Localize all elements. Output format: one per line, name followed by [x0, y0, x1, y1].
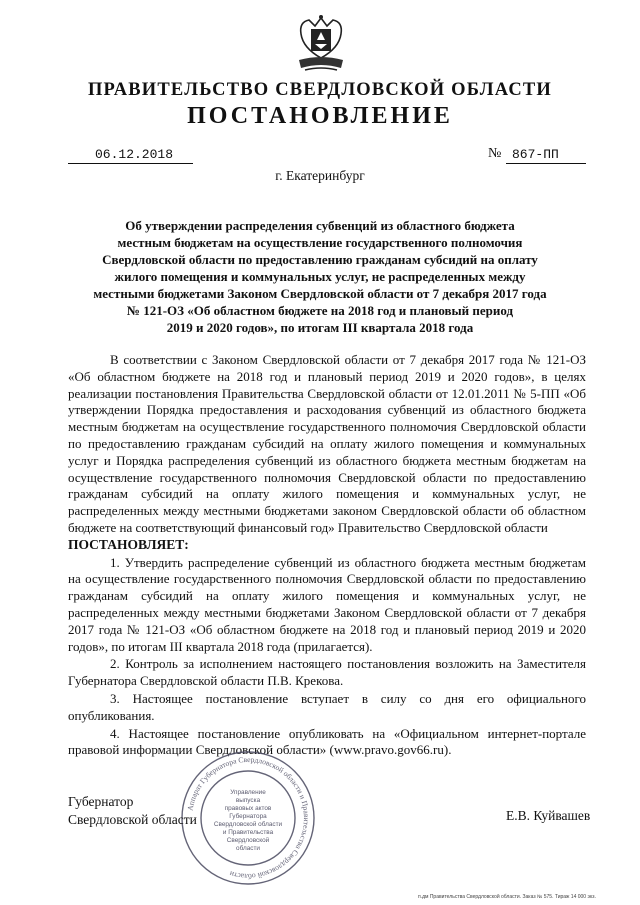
svg-text:Свердловской: Свердловской	[226, 837, 270, 844]
title-line: № 121-ОЗ «Об областном бюджете на 2018 год и плановый период	[126, 303, 514, 318]
coat-of-arms-icon	[295, 14, 347, 76]
svg-text:Аппарат Губернатора Свердловск: Аппарат Губернатора Свердловской области и Правительства Свердловской области	[185, 754, 312, 882]
title-line: жилого помещения и коммунальных услуг, не распределенных между	[114, 269, 526, 284]
signature-position: Губернатор	[68, 794, 134, 809]
city: г. Екатеринбург	[275, 168, 365, 183]
date-underline	[68, 163, 193, 164]
title-line: 2019 и 2020 годов», по итогам III квартала 2018 года	[166, 320, 474, 335]
decree-item: 4. Настоящее постановление опубликовать на «Официальном интернет-портале правовой информации Свердловской области» (www.pravo.gov66.ru).	[68, 725, 586, 758]
svg-text:правовых актов: правовых актов	[224, 805, 272, 812]
title-line: Свердловской области по предоставлению гражданам субсидий на оплату	[102, 252, 538, 267]
decree-item: 1. Утвердить распределение субвенций из областного бюджета местным бюджетам на осуществление государственного полномочия Свердловской области по предоставлению гражданам субсидий на оплату жилого помещения и коммунальных услуг, не распределенных между местными бюджетами Законом Свердловской области от 7 декабря 2017 года № 121-ОЗ «Об областном бюджете на 2018 год и плановый период 2019 и 2020 годов», по итогам III квартала 2018 года (прилагается).	[68, 554, 586, 654]
government-name: ПРАВИТЕЛЬСТВО СВЕРДЛОВСКОЙ ОБЛАСТИ	[87, 80, 553, 100]
signature-region: Свердловской области	[68, 812, 197, 827]
number-underline	[506, 163, 586, 164]
document-type: ПОСТАНОВЛЕНИЕ	[187, 103, 453, 129]
document-title	[78, 217, 562, 336]
title-line: Об утверждении распределения субвенций из областного бюджета	[125, 218, 515, 233]
title-line: местными бюджетами Законом Свердловской области от 7 декабря 2017 года	[93, 286, 547, 301]
svg-text:области: области	[236, 845, 260, 852]
official-stamp-icon	[178, 748, 318, 888]
title-line: местным бюджетам на осуществление государственного полномочия	[117, 235, 523, 250]
print-footer: п.дм Правительства Свердловской области. Заказ № 575. Тираж 14 000 экз.	[418, 894, 596, 900]
svg-text:Свердловской области: Свердловской области	[213, 821, 283, 828]
svg-text:Управление: Управление	[230, 789, 266, 796]
signature-name: Е.В. Куйвашев	[506, 808, 591, 823]
svg-text:выпуска: выпуска	[235, 797, 261, 804]
document-body	[68, 352, 586, 759]
document-number: 867-ПП	[512, 147, 559, 162]
decree-word: ПОСТАНОВЛЯЕТ:	[68, 536, 189, 552]
document-date: 06.12.2018	[95, 147, 174, 162]
signature-title	[68, 793, 197, 829]
svg-text:Губернатора: Губернатора	[229, 813, 267, 820]
decree-item: 3. Настоящее постановление вступает в силу со дня его официального опубликования.	[68, 690, 586, 723]
svg-text:и Правительства: и Правительства	[222, 829, 274, 836]
number-sign: №	[488, 146, 502, 161]
decree-item: 2. Контроль за исполнением настоящего постановления возложить на Заместителя Губернатора Свердловской области П.В. Крекова.	[68, 656, 586, 689]
preamble-paragraph: В соответствии с Законом Свердловской области от 7 декабря 2017 года № 121-ОЗ «Об областном бюджете на 2018 год и плановый период 2019 и 2020 годов», в целях реализации постановления Правительства Свердловской области от 12.01.2011 № 5-ПП «Об утверждении Порядка предоставления и расходования субвенций из областного бюджета местным бюджетам на осуществление государственного полномочия Свердловской области по предоставлению гражданам субсидий на оплату жилого помещения и коммунальных услуг и Порядка распределения субвенций из областного бюджета местным бюджетам на осуществление государственного полномочия Свердловской области по предоставлению гражданам субсидий на оплату жилого помещения и коммунальных услуг, не распределенных между местными бюджетами законом Свердловской области об областном бюджете на соответствующий финансовый год» Правительство Свердловской области	[68, 352, 586, 535]
